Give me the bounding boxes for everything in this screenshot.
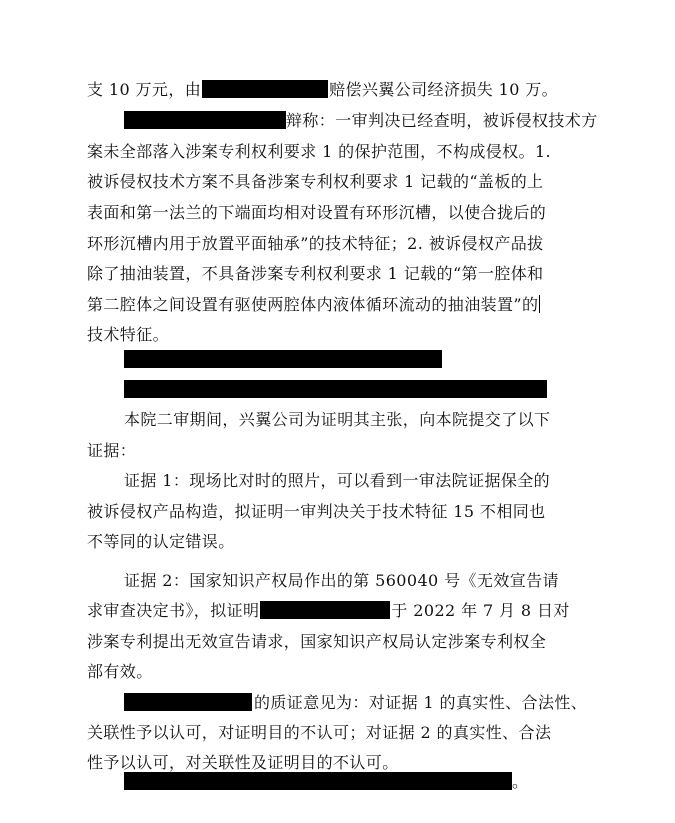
opinion-line-3: 性予以认可，对关联性及证明目的不认可。 — [87, 753, 399, 772]
p2-text: 第二腔体之间设置有驱使两腔体内液体循环流动的抽油装置”的 — [87, 295, 539, 314]
p1-text-a: 支 10 万元，由 — [87, 80, 202, 99]
evidence2-text-a: 求审查决定书》，拟证明 — [87, 601, 260, 620]
evidence1-line-2: 被诉侵权产品构造，拟证明一审判决关于技术特征 15 不相同也 — [87, 502, 546, 521]
text-cursor — [539, 295, 540, 313]
p1-text-b: 赔偿兴翼公司经济损失 10 万。 — [329, 80, 559, 99]
opinion-text: 的质证意见为：对证据 1 的真实性、合法性、 — [254, 693, 588, 712]
opinion-line-2: 关联性予以认可，对证明目的不认可；对证据 2 的真实性、合法 — [87, 723, 552, 742]
redaction-block — [124, 111, 286, 129]
p2-line-2: 案未全部落入涉案专利权利要求 1 的保护范围，不构成侵权。1. — [87, 142, 552, 161]
closing-line — [124, 768, 528, 796]
p2-line-1 — [87, 107, 598, 135]
evidence2-line-1: 证据 2：国家知识产权局作出的第 560040 号《无效宣告请 — [124, 571, 559, 590]
redaction-block — [124, 693, 252, 711]
redaction-block — [124, 380, 547, 398]
p2-line-8: 技术特征。 — [87, 325, 170, 344]
p2-line-4: 表面和第一法兰的下端面均相对设置有环形沉槽，以使合拢后的 — [87, 203, 547, 222]
p1-line-1 — [87, 76, 558, 104]
evidence2-text-b: 于 2022 年 7 月 8 日对 — [391, 601, 570, 620]
p2-text: 辩称：一审判决已经查明，被诉侵权技术方 — [286, 111, 598, 130]
p3-line-2: 证据： — [87, 441, 137, 460]
p2-line-5: 环形沉槽内用于放置平面轴承”的技术特征；2. 被诉侵权产品拔 — [87, 234, 544, 253]
redaction-block — [124, 772, 512, 790]
redaction-block — [202, 80, 328, 98]
evidence2-line-4: 部有效。 — [87, 662, 153, 681]
evidence1-line-1: 证据 1：现场比对时的照片，可以看到一审法院证据保全的 — [124, 471, 551, 490]
p3-line-1: 本院二审期间，兴翼公司为证明其主张，向本院提交了以下 — [124, 410, 551, 429]
closing-period: 。 — [512, 772, 529, 791]
p2-line-7 — [87, 291, 540, 319]
redaction-block — [124, 350, 442, 368]
p2-line-6: 除了抽油装置，不具备涉案专利权利要求 1 记载的“第一腔体和 — [87, 264, 544, 283]
evidence2-line-2 — [87, 597, 570, 625]
p2-line-3: 被诉侵权技术方案不具备涉案专利权利要求 1 记载的“盖板的上 — [87, 172, 544, 191]
evidence1-line-3: 不等同的认定错误。 — [87, 532, 235, 551]
redaction-block — [260, 601, 390, 619]
evidence2-line-3: 涉案专利提出无效宣告请求，国家知识产权局认定涉案专利权全 — [87, 632, 547, 651]
opinion-line-1 — [124, 689, 587, 717]
